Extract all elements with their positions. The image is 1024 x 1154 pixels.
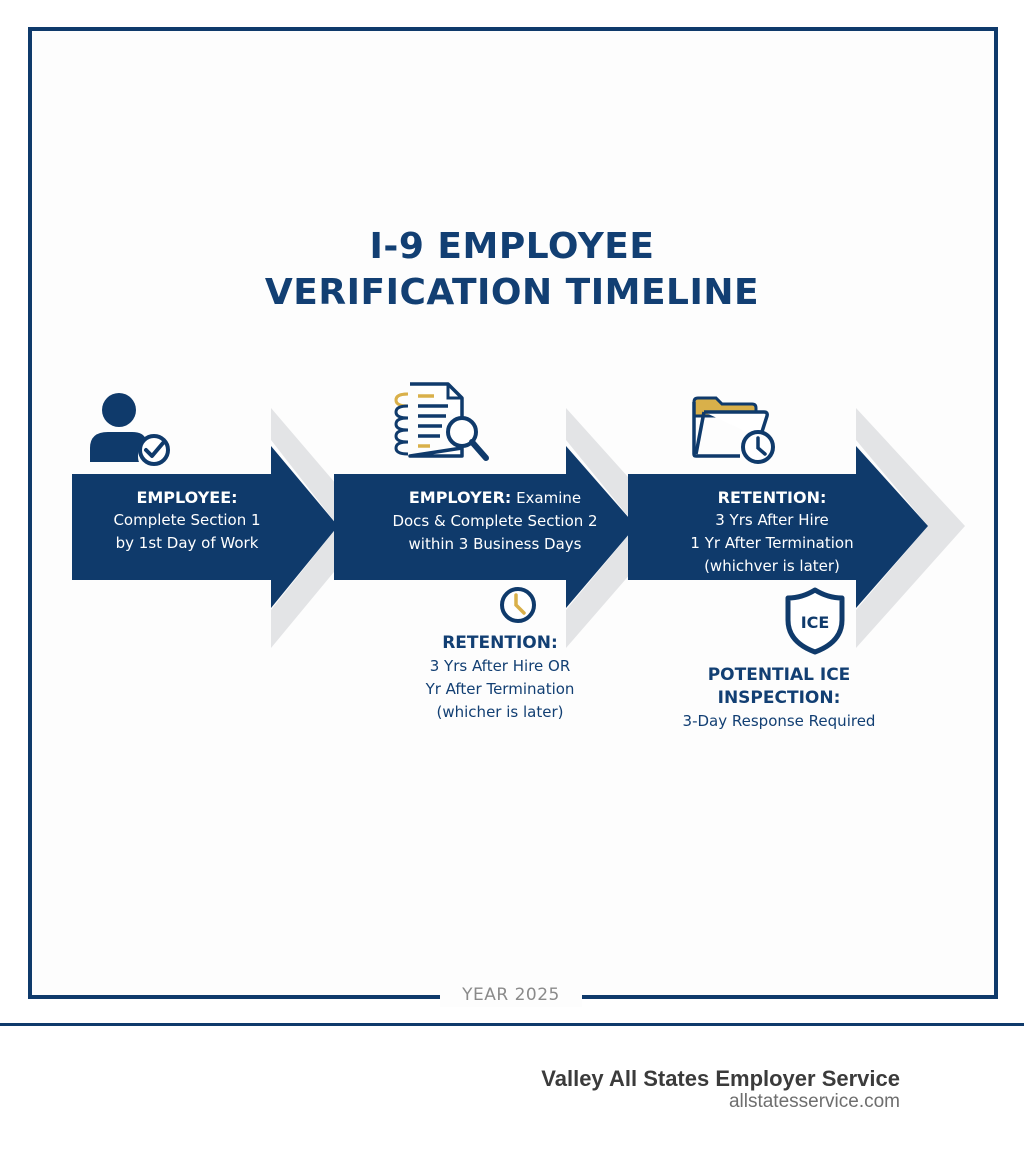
step-retention <box>672 486 872 578</box>
year-label: YEAR 2025 <box>440 983 582 1007</box>
step-employee-line-1: Complete Section 1 <box>113 511 261 529</box>
step-employer-line-1: Docs & Complete Section 2 <box>392 512 598 530</box>
brand-block <box>541 1066 900 1112</box>
note-retention-line-2: Yr After Termination <box>425 680 575 698</box>
company-name: Valley All States Employer Service <box>541 1066 900 1091</box>
step-employer-heading-suffix: Examine <box>511 489 582 507</box>
title-line-1: I-9 EMPLOYEE <box>369 226 655 267</box>
folder-clock-icon <box>690 394 782 466</box>
step-employee-line-2: by 1st Day of Work <box>115 534 259 552</box>
step-employer <box>370 486 620 556</box>
step-employer-line-2: within 3 Business Days <box>408 535 582 553</box>
step-retention-line-2: 1 Yr After Termination <box>690 534 854 552</box>
note-retention <box>395 632 605 724</box>
ice-shield-label: ICE <box>800 613 830 632</box>
ice-shield-icon <box>784 586 846 656</box>
step-retention-line-3: (whichver is later) <box>704 557 840 575</box>
note-ice-heading-2: INSPECTION: <box>717 688 841 708</box>
step-employee <box>72 486 302 555</box>
note-ice-inspection <box>664 664 894 733</box>
step-retention-line-1: 3 Yrs After Hire <box>715 511 829 529</box>
note-retention-line-1: 3 Yrs After Hire OR <box>429 657 571 675</box>
clock-icon <box>498 585 538 625</box>
user-check-icon <box>88 390 176 466</box>
step-retention-heading: RETENTION: <box>717 488 827 507</box>
step-employer-heading: EMPLOYER: <box>408 488 512 507</box>
footer-divider <box>0 1023 1024 1026</box>
document-search-icon <box>392 380 492 466</box>
step-employee-heading: EMPLOYEE: <box>136 488 238 507</box>
note-ice-line-1: 3-Day Response Required <box>682 712 876 730</box>
company-url[interactable]: allstatesservice.com <box>728 1091 900 1112</box>
note-retention-heading: RETENTION: <box>442 633 558 653</box>
note-ice-heading-1: POTENTIAL ICE <box>707 665 851 685</box>
note-retention-line-3: (whicher is later) <box>436 703 564 721</box>
title-line-2: VERIFICATION TIMELINE <box>264 272 760 313</box>
